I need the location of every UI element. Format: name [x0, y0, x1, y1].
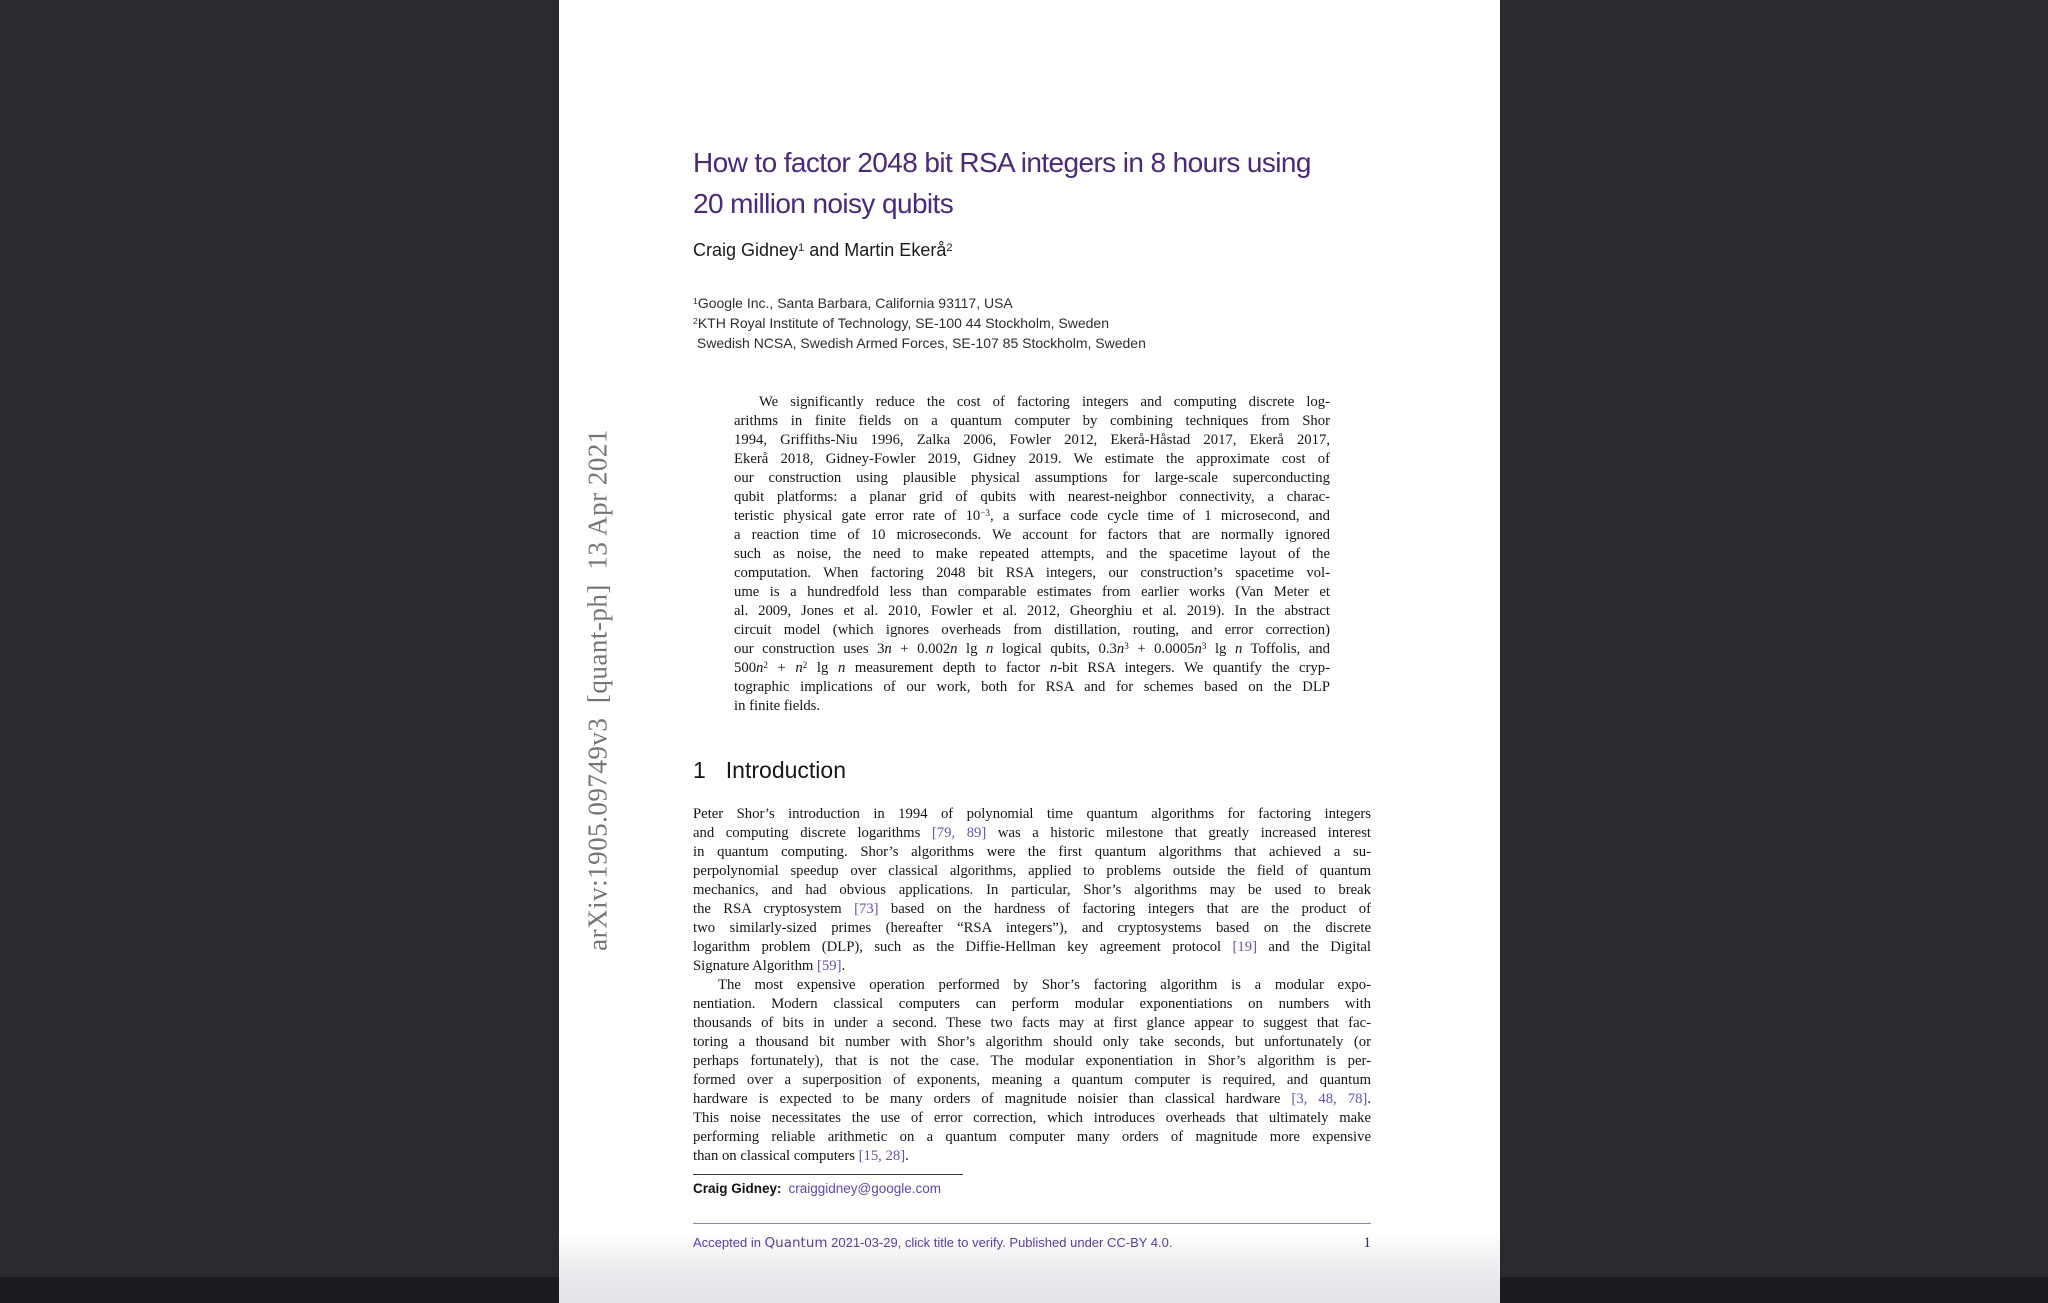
text-line [734, 602, 1330, 621]
paper-title[interactable] [693, 142, 1413, 224]
text-span: and Martin Ekerå [804, 240, 947, 260]
text-line [693, 957, 1371, 976]
text-span: formed over a superposition of exponents, meaning a quantum computer is required, and quantum [693, 1072, 1371, 1088]
text-span: mechanics, and had obvious applications. In particular, Shor’s algorithms may be used to break [693, 882, 1371, 898]
footer [693, 1235, 1371, 1252]
text-line [734, 488, 1330, 507]
body-paragraph-2 [693, 976, 1371, 1166]
text-span: ume is a hundredfold less than comparable estimates from earlier works (Van Meter et [734, 584, 1330, 600]
text-line [734, 526, 1330, 545]
superscript: 3 [1124, 640, 1129, 651]
citation-link[interactable]: [15, 28] [858, 1148, 906, 1164]
text-span: tographic implications of our work, both for RSA and for schemes based on the DLP [734, 679, 1330, 695]
text-line [734, 640, 1330, 659]
text-span: , a surface code cycle time of 1 microsecond, and [989, 508, 1330, 524]
text-span: perhaps fortunately), that is not the case. The modular exponentiation in Shor’s algorithm is per- [693, 1053, 1371, 1069]
text-line [693, 805, 1371, 824]
text-span: thousands of bits in under a second. These two facts may at first glance appear to suggest that fac- [693, 1015, 1371, 1031]
text-line [734, 412, 1330, 431]
text-line [693, 293, 1146, 313]
text-line [734, 450, 1330, 469]
text-line [693, 333, 1146, 353]
text-span: circuit model (which ignores overheads from distillation, routing, and error correction) [734, 622, 1330, 638]
pdf-page [559, 0, 1500, 1303]
text-line [693, 183, 1413, 224]
text-span: How to factor 2048 bit RSA integers in 8 hours using [693, 147, 1311, 178]
body-paragraph-1 [693, 805, 1371, 976]
arxiv-watermark: arXiv:1905.09749v3 [quant-ph] 13 Apr 2021 [582, 429, 613, 951]
authors-line [693, 240, 953, 261]
text-span: 1994, Griffiths-Niu 1996, Zalka 2006, Fowler 2012, Ekerå-Håstad 2017, Ekerå 2017, [734, 432, 1330, 448]
text-span: 20 million noisy qubits [693, 188, 954, 219]
text-span: the RSA cryptosystem [693, 901, 855, 917]
text-span: toring a thousand bit number with Shor’s algorithm should only take seconds, but unfortunately (or [693, 1034, 1371, 1050]
text-line [734, 393, 1330, 412]
text-line [693, 862, 1371, 881]
text-span: was a historic milestone that greatly increased interest [986, 825, 1371, 841]
text-span: performing reliable arithmetic on a quantum computer many orders of magnitude more expensive [693, 1129, 1371, 1145]
text-line [734, 545, 1330, 564]
italic-variable: n [1116, 641, 1125, 657]
text-line [734, 469, 1330, 488]
section-number: 1 [693, 757, 706, 783]
text-line [693, 1052, 1371, 1071]
text-line [693, 1128, 1371, 1147]
text-span: such as noise, the need to make repeated attempts, and the spacetime layout of the [734, 546, 1330, 562]
text-line [693, 1071, 1371, 1090]
text-span: + [767, 660, 796, 676]
text-line [693, 900, 1371, 919]
text-span: in finite fields. [734, 698, 821, 714]
text-span: nentiation. Modern classical computers can perform modular exponentiations on numbers with [693, 996, 1371, 1012]
footer-accepted-prefix: Accepted in [693, 1235, 765, 1250]
text-span: our construction using plausible physical assumptions for large-scale superconducting [734, 470, 1330, 486]
text-line [693, 938, 1371, 957]
text-span: two similarly-sized primes (hereafter “RSA integers”), and cryptosystems based on the discrete [693, 920, 1371, 936]
text-line [693, 919, 1371, 938]
text-line [734, 564, 1330, 583]
page-number: 1 [1363, 1235, 1371, 1251]
citation-link[interactable]: [19] [1232, 939, 1257, 955]
abstract-block [734, 393, 1330, 716]
text-line [693, 843, 1371, 862]
text-span: lg [807, 660, 838, 676]
citation-link[interactable]: [73] [854, 901, 879, 917]
superscript: 2 [763, 659, 768, 670]
footer-separator [693, 1223, 1371, 1224]
superscript: 1 [693, 295, 698, 306]
text-line [693, 824, 1371, 843]
text-span: + 0.0005 [1128, 641, 1195, 657]
superscript: 2 [693, 315, 698, 326]
text-span: . [841, 958, 846, 974]
footer-accepted-suffix: 2021-03-29, click title to verify. Published under CC-BY 4.0. [827, 1235, 1173, 1250]
text-span: hardware is expected to be many orders of magnitude noisier than classical hardware [693, 1091, 1292, 1107]
text-span: perpolynomial speedup over classical algorithms, applied to problems outside the field of quantum [693, 863, 1371, 879]
text-span: The most expensive operation performed by Shor’s factoring algorithm is a modular expo- [718, 977, 1371, 993]
text-span: + 0.002 [891, 641, 951, 657]
text-span: Google Inc., Santa Barbara, California 93117, USA [697, 295, 1013, 311]
italic-variable: n [884, 641, 892, 657]
footer-note[interactable] [693, 1235, 1172, 1251]
text-span: lg [1206, 641, 1235, 657]
text-span: Ekerå 2018, Gidney-Fowler 2019, Gidney 2019. We estimate the approximate cost of [734, 451, 1330, 467]
text-span: qubit platforms: a planar grid of qubits with nearest-neighbor connectivity, a charac- [734, 489, 1330, 505]
text-line [693, 1109, 1371, 1128]
text-span: Peter Shor’s introduction in 1994 of polynomial time quantum algorithms for factoring integers [693, 806, 1371, 822]
text-span: Swedish NCSA, Swedish Armed Forces, SE-107 85 Stockholm, Sweden [693, 335, 1146, 351]
text-line [734, 678, 1330, 697]
footnote [693, 1181, 941, 1196]
text-span: Toffolis, and [1242, 641, 1330, 657]
text-span: 500 [734, 660, 757, 676]
text-line [693, 142, 1413, 183]
text-span: computation. When factoring 2048 bit RSA integers, our construction’s spacetime vol- [734, 565, 1330, 581]
footnote-author-label: Craig Gidney: [693, 1181, 782, 1196]
italic-variable: n [756, 660, 764, 676]
text-span: . [1367, 1091, 1371, 1107]
text-span: logical qubits, 0.3 [993, 641, 1117, 657]
text-line [734, 697, 1330, 716]
footnote-email-link[interactable]: craiggidney@google.com [788, 1181, 942, 1196]
italic-variable: n [795, 660, 803, 676]
text-span: a reaction time of 10 microseconds. We account for factors that are normally ignored [734, 527, 1330, 543]
superscript: 2 [946, 241, 953, 254]
text-span: than on classical computers [693, 1148, 859, 1164]
text-line [693, 976, 1371, 995]
text-line [693, 1014, 1371, 1033]
footnote-separator [693, 1174, 963, 1175]
text-line [734, 583, 1330, 602]
italic-variable: n [837, 660, 846, 676]
superscript: −3 [980, 507, 990, 518]
italic-variable: n [1194, 641, 1202, 657]
italic-variable: n [1234, 641, 1243, 657]
text-span: teristic physical gate error rate of 10 [734, 508, 981, 524]
text-line [693, 1090, 1371, 1109]
text-span: and computing discrete logarithms [693, 825, 932, 841]
text-line [734, 431, 1330, 450]
italic-variable: n [986, 641, 994, 657]
citation-link[interactable]: [3, 48, 78] [1291, 1091, 1368, 1107]
citation-link[interactable]: [59] [817, 958, 842, 974]
text-line [693, 1033, 1371, 1052]
text-line [693, 995, 1371, 1014]
text-span: and the Digital [1256, 939, 1371, 955]
text-span: in quantum computing. Shor’s algorithms were the first quantum algorithms that achieved a su- [693, 844, 1371, 860]
text-span: KTH Royal Institute of Technology, SE-100 44 Stockholm, Sweden [697, 315, 1109, 331]
italic-variable: n [1049, 660, 1058, 676]
text-span: arithms in finite fields on a quantum computer by combining techniques from Shor [734, 413, 1330, 429]
text-span: measurement depth to factor [845, 660, 1050, 676]
text-span: -bit RSA integers. We quantify the cryp- [1057, 660, 1330, 676]
superscript: 3 [1201, 640, 1207, 651]
affiliations-block [693, 293, 1146, 353]
text-line [693, 313, 1146, 333]
quantum-journal-logo: Quantum [764, 1235, 828, 1251]
text-span: lg [957, 641, 987, 657]
section-heading-introduction [693, 757, 846, 784]
text-line [734, 621, 1330, 640]
text-line [693, 1147, 1371, 1166]
text-line [734, 507, 1330, 526]
text-span: . [905, 1148, 909, 1164]
text-span: Craig Gidney [693, 240, 799, 260]
text-span: We significantly reduce the cost of factoring integers and computing discrete log- [759, 394, 1330, 410]
text-line [693, 881, 1371, 900]
superscript: 2 [802, 659, 808, 670]
section-title: Introduction [725, 757, 846, 783]
text-span: This noise necessitates the use of error correction, which introduces overheads that ultimately make [693, 1110, 1371, 1126]
text-span: based on the hardness of factoring integers that are the product of [878, 901, 1372, 917]
citation-link[interactable]: [79, 89] [931, 825, 987, 841]
italic-variable: n [950, 641, 958, 657]
text-span: al. 2009, Jones et al. 2010, Fowler et al. 2012, Gheorghiu et al. 2019). In the abstract [734, 603, 1330, 619]
text-span: our construction uses 3 [734, 641, 885, 657]
text-span: logarithm problem (DLP), such as the Diffie-Hellman key agreement protocol [693, 939, 1233, 955]
text-span: Signature Algorithm [693, 958, 818, 974]
superscript: 1 [798, 241, 805, 254]
text-line [734, 659, 1330, 678]
